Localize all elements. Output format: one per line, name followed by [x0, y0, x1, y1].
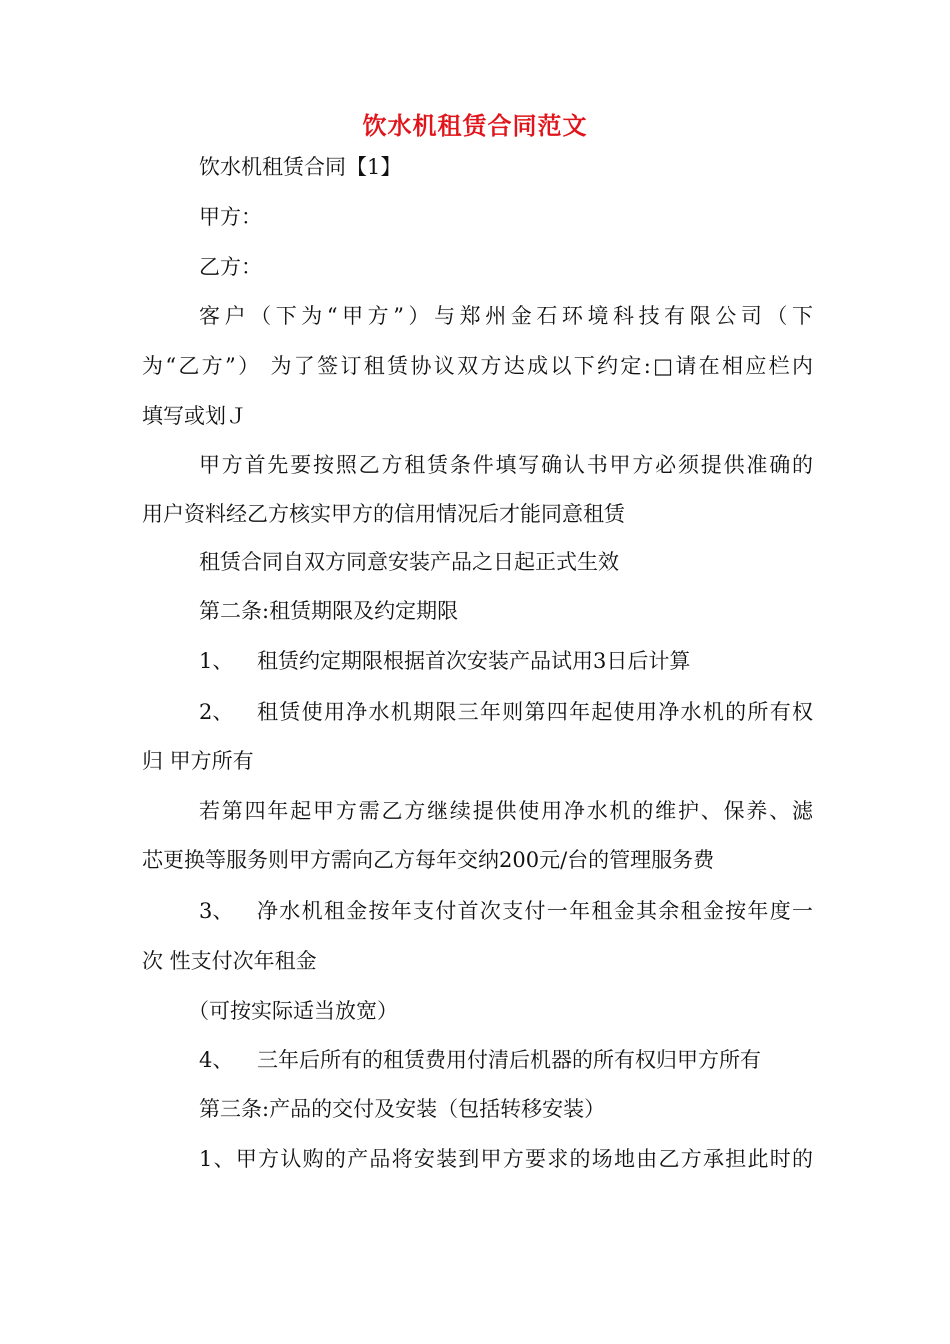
article-2-title: 第二条:租赁期限及约定期限 [199, 599, 459, 623]
article-2-item-2-number: 2、 [199, 700, 234, 724]
article-2-item-3-line-2: 次 性支付次年租金 [142, 949, 317, 973]
article-2-item-2-line-1: 租赁使用净水机期限三年则第四年起使用净水机的所有权 [257, 700, 813, 724]
service-fee-line-1: 若第四年起甲方需乙方继续提供使用净水机的维护、保养、滤 [199, 799, 813, 823]
document-title: 饮水机租赁合同范文 [362, 111, 588, 140]
contract-heading: 饮水机租赁合同【1】 [199, 155, 402, 179]
article-2-item-1-text: 租赁约定期限根据首次安装产品试用3日后计算 [257, 649, 691, 673]
intro-line-2: 为“乙方”） 为了签订租赁协议双方达成以下约定:□请在相应栏内 [142, 354, 813, 378]
effective-paragraph: 租赁合同自双方同意安装产品之日起正式生效 [199, 550, 619, 574]
article-2-item-1-number: 1、 [199, 649, 234, 673]
article-3-title: 第三条:产品的交付及安装（包括转移安装） [199, 1097, 606, 1121]
article-2-item-2-line-2: 归 甲方所有 [142, 749, 254, 773]
article-2-item-3-line-1: 净水机租金按年支付首次支付一年租金其余租金按年度一 [257, 899, 813, 923]
party-a-label: 甲方： [199, 205, 262, 229]
confirm-line-2: 用户资料经乙方核实甲方的信用情况后才能同意租赁 [142, 502, 625, 526]
article-2-item-3-number: 3、 [199, 899, 234, 923]
intro-line-3: 填写或划Ｊ [142, 404, 247, 428]
confirm-line-1: 甲方首先要按照乙方租赁条件填写确认书甲方必须提供准确的 [199, 453, 813, 477]
article-3-item-1-line-1: 1、甲方认购的产品将安装到甲方要求的场地由乙方承担此时的 [199, 1147, 813, 1171]
lenient-note: （可按实际适当放宽） [188, 999, 398, 1023]
service-fee-line-2: 芯更换等服务则甲方需向乙方每年交纳200元/台的管理服务费 [142, 848, 715, 872]
article-2-item-4-number: 4、 [199, 1048, 234, 1072]
intro-line-1: 客户（下为“甲方”）与郑州金石环境科技有限公司（下 [199, 304, 813, 328]
party-b-label: 乙方： [199, 255, 262, 279]
article-2-item-4-text: 三年后所有的租赁费用付清后机器的所有权归甲方所有 [257, 1048, 761, 1072]
